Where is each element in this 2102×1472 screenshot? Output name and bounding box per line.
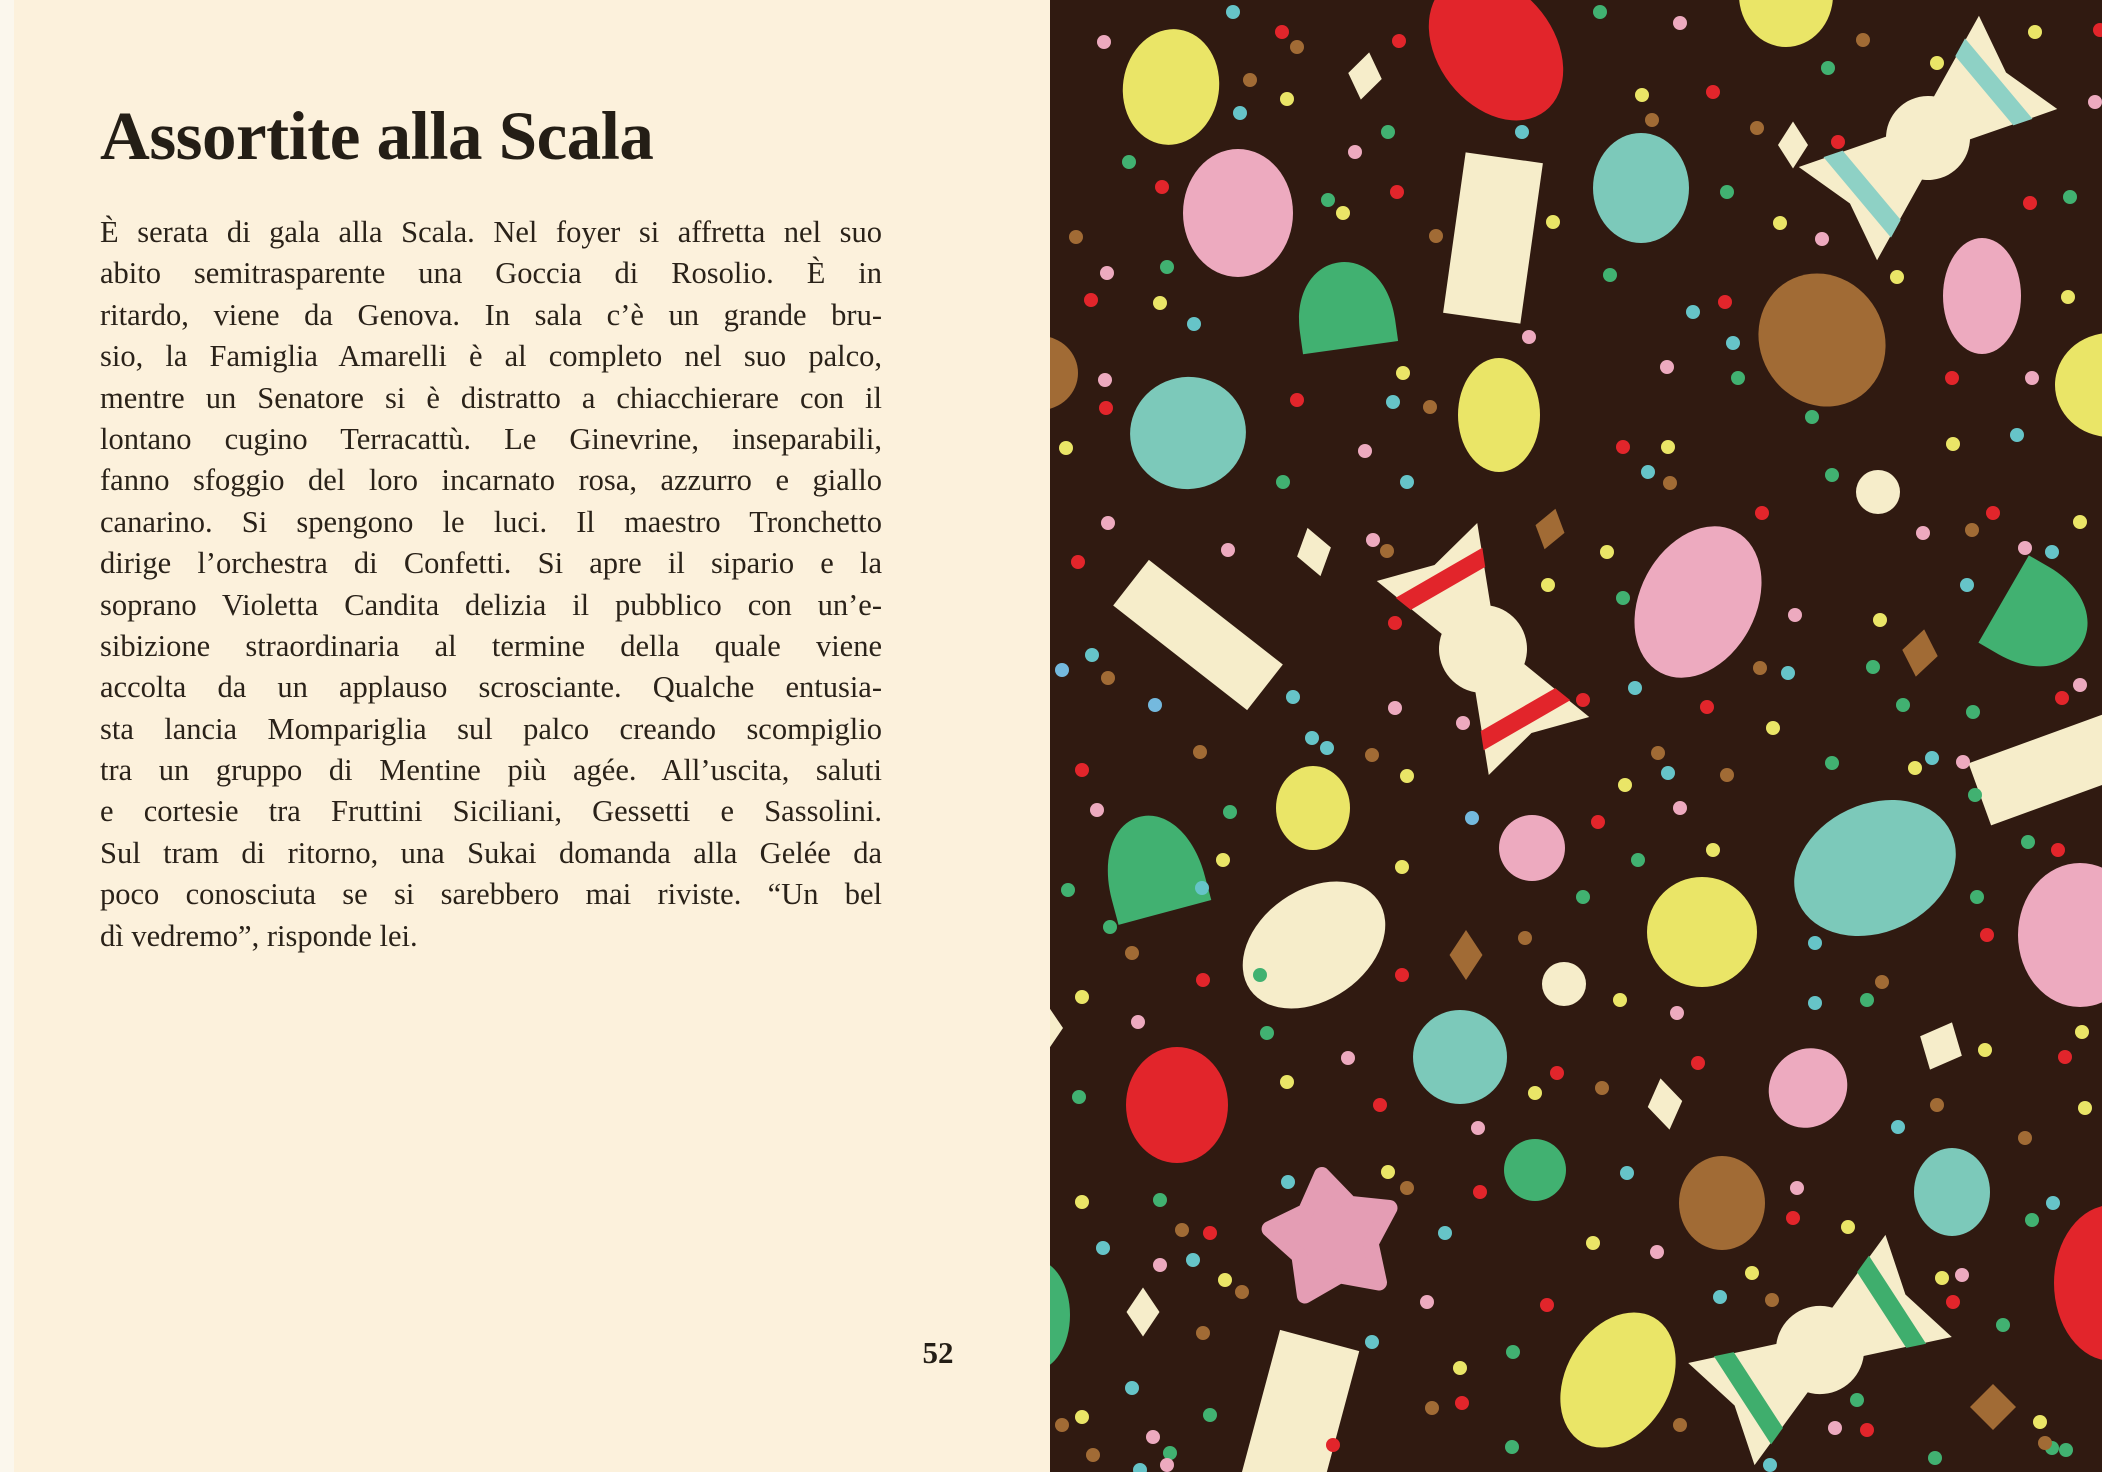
sprinkle-dot [2025, 1213, 2039, 1227]
sprinkle-dot [2051, 843, 2065, 857]
sprinkle-dot [1235, 1285, 1249, 1299]
sprinkle-dot [1970, 890, 1984, 904]
sprinkle-dot [1766, 721, 1780, 735]
sprinkle-dot [1808, 936, 1822, 950]
sprinkle-dot [1086, 1448, 1100, 1462]
body-line: mentre un Senatore si è distratto a chiacchierare con il [100, 380, 882, 415]
sprinkle-dot [1706, 85, 1720, 99]
sprinkle-dot [1805, 410, 1819, 424]
sprinkle-dot [2018, 541, 2032, 555]
sprinkle-dot [1100, 266, 1114, 280]
candy-egg [1126, 1047, 1228, 1163]
sprinkle-dot [1400, 1181, 1414, 1195]
sprinkle-dot [2023, 196, 2037, 210]
sprinkle-dot [1099, 401, 1113, 415]
sprinkle-dot [1763, 1458, 1777, 1472]
sprinkle-dot [1875, 975, 1889, 989]
sprinkle-dot [1591, 815, 1605, 829]
sprinkle-dot [1075, 990, 1089, 1004]
sprinkle-dot [1195, 881, 1209, 895]
sprinkle-dot [1253, 968, 1267, 982]
sprinkle-dot [1071, 555, 1085, 569]
sprinkle-dot [1280, 1075, 1294, 1089]
sprinkle-dot [1773, 216, 1787, 230]
body-line: ritardo, viene da Genova. In sala c’è un grande bru- [100, 297, 882, 332]
sprinkle-dot [1650, 1245, 1664, 1259]
sprinkle-dot [1326, 1438, 1340, 1452]
sprinkle-dot [1946, 1295, 1960, 1309]
sprinkle-dot [1593, 5, 1607, 19]
sprinkle-dot [1550, 1066, 1564, 1080]
sprinkle-dot [1320, 741, 1334, 755]
body-line: Sul tram di ritorno, una Sukai domanda alla Gelée da [100, 835, 882, 870]
sprinkle-dot [1175, 1223, 1189, 1237]
candy-egg [1943, 238, 2021, 354]
sprinkle-dot [1908, 761, 1922, 775]
sprinkle-dot [1541, 578, 1555, 592]
sprinkle-dot [1831, 135, 1845, 149]
sprinkle-dot [1856, 33, 1870, 47]
sprinkle-dot [2033, 1415, 2047, 1429]
sprinkle-dot [1221, 543, 1235, 557]
sprinkle-dot [1790, 1181, 1804, 1195]
sprinkle-dot [1218, 1273, 1232, 1287]
sprinkle-dot [1765, 1293, 1779, 1307]
sprinkle-dot [1726, 336, 1740, 350]
sprinkle-dot [1473, 1185, 1487, 1199]
body-line: dirige l’orchestra di Confetti. Si apre il sipario e la [100, 546, 882, 581]
sprinkle-dot [1945, 371, 1959, 385]
sprinkle-dot [1641, 465, 1655, 479]
sprinkle-dot [1891, 1120, 1905, 1134]
sprinkle-dot [1226, 5, 1240, 19]
sprinkle-dot [1946, 437, 1960, 451]
body-line: lontano cugino Terracattù. Le Ginevrine, inseparabili, [100, 421, 882, 456]
sprinkle-dot [1429, 229, 1443, 243]
body-line: abito semitrasparente una Goccia di Rosolio. È in [100, 256, 882, 291]
sprinkle-dot [1365, 748, 1379, 762]
sprinkle-dot [1101, 671, 1115, 685]
sprinkle-dot [1425, 1401, 1439, 1415]
sprinkle-dot [1645, 113, 1659, 127]
sprinkle-dot [1336, 206, 1350, 220]
sprinkle-dot [1163, 1446, 1177, 1460]
sprinkle-dot [1613, 993, 1627, 1007]
sprinkle-dot [1281, 1175, 1295, 1189]
sprinkle-dot [2028, 25, 2042, 39]
sprinkle-dot [1616, 440, 1630, 454]
sprinkle-dot [1925, 751, 1939, 765]
candy-illustration [1050, 0, 2102, 1472]
sprinkle-dot [1670, 1006, 1684, 1020]
candy-egg [1183, 149, 1293, 277]
sprinkle-dot [1930, 1098, 1944, 1112]
candy-egg [1914, 1148, 1990, 1236]
sprinkle-dot [1090, 803, 1104, 817]
sprinkle-dot [1518, 931, 1532, 945]
body-line: accolta da un applauso scrosciante. Qualche entusia- [100, 670, 882, 705]
sprinkle-dot [1216, 853, 1230, 867]
body-line: È serata di gala alla Scala. Nel foyer si affretta nel suo [100, 215, 882, 249]
sprinkle-dot [1661, 766, 1675, 780]
sprinkle-dot [1631, 853, 1645, 867]
sprinkle-dot [1453, 1361, 1467, 1375]
sprinkle-dot [1718, 295, 1732, 309]
sprinkle-dot [1928, 1451, 1942, 1465]
sprinkle-dot [2021, 835, 2035, 849]
sprinkle-dot [1260, 1026, 1274, 1040]
sprinkle-dot [2078, 1101, 2092, 1115]
sprinkle-dot [1103, 920, 1117, 934]
sprinkle-dot [1956, 755, 1970, 769]
body-line: sibizione straordinaria al termine della quale viene [100, 628, 882, 663]
sprinkle-dot [1603, 268, 1617, 282]
candy-egg [1647, 877, 1757, 987]
sprinkle-dot [1788, 608, 1802, 622]
sprinkle-dot [1890, 270, 1904, 284]
sprinkle-dot [2063, 190, 2077, 204]
sprinkle-dot [1203, 1226, 1217, 1240]
body-line: sta lancia Mompariglia sul palco creando scompiglio [100, 711, 882, 746]
sprinkle-dot [1366, 533, 1380, 547]
sprinkle-dot [1365, 1335, 1379, 1349]
sprinkle-dot [1072, 1090, 1086, 1104]
sprinkle-dot [1275, 25, 1289, 39]
sprinkle-dot [1841, 1220, 1855, 1234]
sprinkle-dot [1456, 716, 1470, 730]
body-line: dì vedremo”, risponde lei. [100, 918, 418, 953]
sprinkle-dot [1386, 395, 1400, 409]
sprinkle-dot [1395, 968, 1409, 982]
sprinkle-dot [1691, 1056, 1705, 1070]
sprinkle-dot [1055, 1418, 1069, 1432]
sprinkle-dot [2025, 371, 2039, 385]
sprinkle-dot [2010, 428, 2024, 442]
candy-egg [1504, 1139, 1566, 1201]
sprinkle-dot [1059, 441, 1073, 455]
body-line: tra un gruppo di Mentine più agée. All’uscita, saluti [100, 753, 882, 788]
sprinkle-dot [1986, 506, 2000, 520]
candy-egg [1499, 815, 1565, 881]
sprinkle-dot [1731, 371, 1745, 385]
sprinkle-dot [1395, 860, 1409, 874]
sprinkle-dot [1720, 185, 1734, 199]
sprinkle-dot [1388, 701, 1402, 715]
sprinkle-dot [1203, 1408, 1217, 1422]
sprinkle-dot [1125, 946, 1139, 960]
sprinkle-dot [1380, 544, 1394, 558]
sprinkle-dot [1193, 745, 1207, 759]
sprinkle-dot [2088, 95, 2102, 109]
sprinkle-dot [1061, 883, 1075, 897]
body-line: poco conosciuta se si sarebbero mai riviste. “Un bel [100, 877, 882, 912]
sprinkle-dot [1146, 1430, 1160, 1444]
sprinkle-dot [1673, 801, 1687, 815]
sprinkle-dot [1348, 145, 1362, 159]
sprinkle-dot [1528, 1086, 1542, 1100]
sprinkle-dot [1600, 545, 1614, 559]
sprinkle-dot [1595, 1081, 1609, 1095]
sprinkle-dot [1465, 811, 1479, 825]
sprinkle-dot [2045, 545, 2059, 559]
sprinkle-dot [1085, 648, 1099, 662]
sprinkle-dot [1896, 698, 1910, 712]
sprinkle-dot [1160, 1458, 1174, 1472]
sprinkle-dot [1196, 1326, 1210, 1340]
sprinkle-dot [2038, 1436, 2052, 1450]
sprinkle-dot [1321, 193, 1335, 207]
candy-egg [1542, 962, 1586, 1006]
sprinkle-dot [2018, 1131, 2032, 1145]
sprinkle-dot [1576, 890, 1590, 904]
sprinkle-dot [1392, 34, 1406, 48]
sprinkle-dot [1635, 88, 1649, 102]
sprinkle-dot [1968, 788, 1982, 802]
sprinkle-dot [2046, 1196, 2060, 1210]
sprinkle-dot [1673, 16, 1687, 30]
sprinkle-dot [1381, 1165, 1395, 1179]
sprinkle-dot [1828, 1421, 1842, 1435]
page-number: 52 [922, 1335, 954, 1370]
sprinkle-dot [1966, 705, 1980, 719]
sprinkle-dot [1850, 1393, 1864, 1407]
sprinkle-dot [1955, 1268, 1969, 1282]
sprinkle-dot [1753, 661, 1767, 675]
sprinkle-dot [1187, 317, 1201, 331]
candy-egg [1679, 1156, 1765, 1250]
sprinkle-dot [1616, 591, 1630, 605]
sprinkle-dot [1069, 230, 1083, 244]
sprinkle-dot [1781, 666, 1795, 680]
sprinkle-dot [1280, 92, 1294, 106]
sprinkle-dot [1660, 360, 1674, 374]
body-line: sio, la Famiglia Amarelli è al completo nel suo palco, [100, 339, 882, 374]
sprinkle-dot [1576, 693, 1590, 707]
sprinkle-dot [1745, 1266, 1759, 1280]
sprinkle-dot [1978, 1043, 1992, 1057]
sprinkle-dot [1223, 805, 1237, 819]
sprinkle-dot [1815, 232, 1829, 246]
sprinkle-dot [1965, 523, 1979, 537]
sprinkle-dot [1286, 690, 1300, 704]
sprinkle-dot [1821, 61, 1835, 75]
sprinkle-dot [1276, 475, 1290, 489]
sprinkle-dot [1916, 526, 1930, 540]
sprinkle-dot [1786, 1211, 1800, 1225]
sprinkle-dot [1713, 1290, 1727, 1304]
page-title: Assortite alla Scala [100, 98, 654, 174]
sprinkle-dot [1515, 125, 1529, 139]
sprinkle-dot [1396, 366, 1410, 380]
sprinkle-dot [1153, 1193, 1167, 1207]
sprinkle-dot [1096, 1241, 1110, 1255]
sprinkle-dot [1930, 56, 1944, 70]
sprinkle-dot [1720, 768, 1734, 782]
sprinkle-dot [1122, 155, 1136, 169]
sprinkle-dot [1075, 1195, 1089, 1209]
sprinkle-dot [1423, 400, 1437, 414]
sprinkle-dot [1233, 106, 1247, 120]
sprinkle-dot [1243, 73, 1257, 87]
sprinkle-dot [1860, 993, 1874, 1007]
sprinkle-dot [2061, 290, 2075, 304]
sprinkle-dot [1618, 778, 1632, 792]
sprinkle-dot [1455, 1396, 1469, 1410]
sprinkle-dot [1651, 746, 1665, 760]
sprinkle-dot [2055, 691, 2069, 705]
body-line: soprano Violetta Candita delizia il pubblico con un’e- [100, 587, 882, 622]
sprinkle-dot [1620, 1166, 1634, 1180]
sprinkle-dot [1400, 475, 1414, 489]
sprinkle-dot [1388, 616, 1402, 630]
sprinkle-dot [2073, 678, 2087, 692]
sprinkle-dot [1305, 731, 1319, 745]
sprinkle-dot [1825, 468, 1839, 482]
sprinkle-dot [1131, 1015, 1145, 1029]
sprinkle-dot [1980, 928, 1994, 942]
sprinkle-dot [1125, 1381, 1139, 1395]
sprinkle-dot [1586, 1236, 1600, 1250]
sprinkle-dot [1155, 180, 1169, 194]
sprinkle-dot [1390, 185, 1404, 199]
sprinkle-dot [1160, 260, 1174, 274]
sprinkle-dot [1935, 1271, 1949, 1285]
sprinkle-dot [1148, 698, 1162, 712]
sprinkle-dot [1373, 1098, 1387, 1112]
sprinkle-dot [2059, 1443, 2073, 1457]
sprinkle-dot [1706, 843, 1720, 857]
sprinkle-dot [1663, 476, 1677, 490]
sprinkle-dot [1866, 660, 1880, 674]
sprinkle-dot [1540, 1298, 1554, 1312]
sprinkle-dot [1055, 663, 1069, 677]
sprinkle-dot [1420, 1295, 1434, 1309]
sprinkle-dot [1186, 1253, 1200, 1267]
body-line: fanno sfoggio del loro incarnato rosa, azzurro e giallo [100, 463, 882, 498]
sprinkle-dot [1860, 1423, 1874, 1437]
sprinkle-dot [1505, 1440, 1519, 1454]
body-line: canarino. Si spengono le luci. Il maestro Tronchetto [100, 504, 882, 539]
sprinkle-dot [1686, 305, 1700, 319]
sprinkle-dot [2058, 1050, 2072, 1064]
sprinkle-dot [1101, 516, 1115, 530]
body-line: e cortesie tra Fruttini Siciliani, Gessetti e Sassolini. [100, 794, 882, 829]
sprinkle-dot [1290, 393, 1304, 407]
left-page [0, 0, 1050, 1472]
sprinkle-dot [1153, 1258, 1167, 1272]
sprinkle-dot [2073, 515, 2087, 529]
sprinkle-dot [1098, 373, 1112, 387]
candy-egg [1276, 766, 1350, 850]
body-text [100, 212, 882, 957]
candy-egg [1413, 1010, 1507, 1104]
candy-egg [1856, 470, 1900, 514]
sprinkle-dot [1546, 215, 1560, 229]
candy-egg [1458, 358, 1540, 472]
sprinkle-dot [1825, 756, 1839, 770]
sprinkle-dot [1075, 1410, 1089, 1424]
page-edge [0, 0, 14, 1472]
sprinkle-dot [1628, 681, 1642, 695]
sprinkle-dot [1996, 1318, 2010, 1332]
sprinkle-dot [1196, 973, 1210, 987]
sprinkle-dot [2075, 1025, 2089, 1039]
sprinkle-dot [1673, 1418, 1687, 1432]
sprinkle-dot [1522, 330, 1536, 344]
sprinkle-dot [1438, 1226, 1452, 1240]
sprinkle-dot [1661, 440, 1675, 454]
sprinkle-dot [1400, 769, 1414, 783]
sprinkle-dot [1808, 996, 1822, 1010]
sprinkle-dot [1381, 125, 1395, 139]
sprinkle-dot [1153, 296, 1167, 310]
sprinkle-dot [1471, 1121, 1485, 1135]
sprinkle-dot [1290, 40, 1304, 54]
sprinkle-dot [1358, 444, 1372, 458]
candy-egg [1593, 133, 1689, 243]
sprinkle-dot [1341, 1051, 1355, 1065]
sprinkle-dot [1700, 700, 1714, 714]
sprinkle-dot [1873, 613, 1887, 627]
sprinkle-dot [1097, 35, 1111, 49]
sprinkle-dot [1960, 578, 1974, 592]
sprinkle-dot [1755, 506, 1769, 520]
sprinkle-dot [1750, 121, 1764, 135]
sprinkle-dot [1075, 763, 1089, 777]
sprinkle-dot [1506, 1345, 1520, 1359]
sprinkle-dot [1084, 293, 1098, 307]
